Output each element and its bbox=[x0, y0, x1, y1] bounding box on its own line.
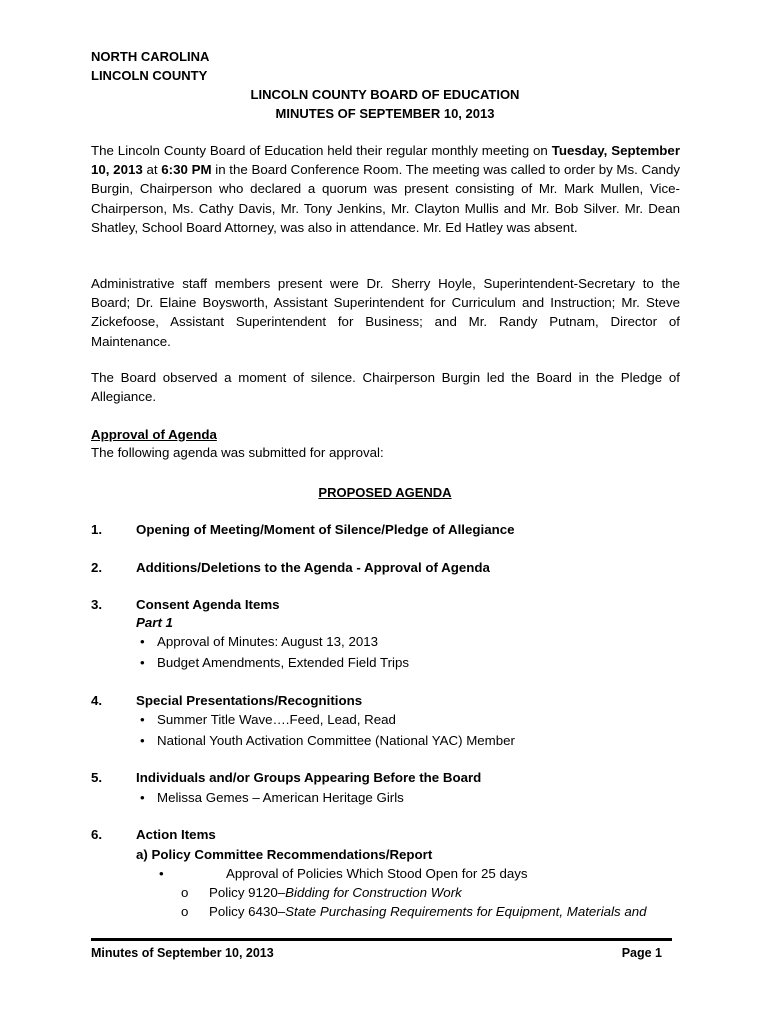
meeting-time: 6:30 PM bbox=[161, 162, 212, 178]
proposed-agenda-title: PROPOSED AGENDA bbox=[318, 485, 452, 500]
bullet-text: National Youth Activation Committee (National YAC) Member bbox=[157, 733, 515, 748]
agenda-item-4-number: 4. bbox=[91, 693, 103, 708]
agenda-item-3-title: Consent Agenda Items bbox=[136, 597, 280, 612]
agenda-item-6-number: 6. bbox=[91, 827, 103, 842]
circle-bullet-icon: o bbox=[181, 904, 189, 919]
policy-name: State Purchasing Requirements for Equipment, Materials and bbox=[285, 904, 647, 919]
bullet-text: Budget Amendments, Extended Field Trips bbox=[157, 655, 410, 670]
silence-paragraph: The Board observed a moment of silence. Chairperson Burgin led the Board in the Pledge of Allegiance. bbox=[91, 370, 680, 405]
footer-title: Minutes of September 10, 2013 bbox=[91, 946, 274, 960]
policy-item bbox=[209, 885, 462, 900]
agenda-item-5-number: 5. bbox=[91, 770, 103, 785]
bullet-icon: • bbox=[140, 634, 145, 649]
bullet-text: Summer Title Wave….Feed, Lead, Read bbox=[157, 712, 396, 727]
para1-text-e: in the Board Conference Room. The meeting was called to order by Ms. Candy Burgin, Chairperson who declared a quorum was present consisting of Mr. Mark Mullen, Vice-Chairperson, Ms. Cathy Davis, Mr. Tony Jenkins, Mr. Clayton Mullis and Mr. Bob Silver. Mr. Dean Shatley, School Board Attorney, was also in attendance. Mr. Ed Hatley was absent. bbox=[91, 162, 680, 235]
bullet-icon: • bbox=[140, 712, 145, 727]
policy-committee-heading: a) Policy Committee Recommendations/Report bbox=[136, 847, 433, 862]
agenda-item-1-title: Opening of Meeting/Moment of Silence/Pledge of Allegiance bbox=[136, 522, 515, 537]
bullet-icon: • bbox=[140, 790, 145, 805]
staff-paragraph: Administrative staff members present were Dr. Sherry Hoyle, Superintendent-Secretary to the Board; Dr. Elaine Boysworth, Assistant Superintendent for Curriculum and Instruction; Mr. Steve Zickefoose, Assistant Superintendent for Business; and Mr. Randy Putnam, Director of Maintenance. bbox=[91, 276, 680, 349]
agenda-item-6-title: Action Items bbox=[136, 827, 216, 842]
agenda-item-3-part: Part 1 bbox=[136, 615, 173, 630]
opening-paragraph bbox=[91, 141, 680, 237]
agenda-item-1-number: 1. bbox=[91, 522, 103, 537]
policy-item bbox=[209, 904, 647, 919]
approval-heading: Approval of Agenda bbox=[91, 427, 217, 442]
bullet-icon: • bbox=[140, 733, 145, 748]
approval-text: The following agenda was submitted for approval: bbox=[91, 445, 384, 460]
agenda-item-3-number: 3. bbox=[91, 597, 103, 612]
agenda-item-5-title: Individuals and/or Groups Appearing Before the Board bbox=[136, 770, 482, 785]
bullet-icon: • bbox=[140, 655, 145, 670]
page-number: Page 1 bbox=[621, 946, 662, 960]
policy-name: Bidding for Construction Work bbox=[285, 885, 462, 900]
policy-number: Policy 9120– bbox=[209, 885, 286, 900]
para1-text-a: The Lincoln County Board of Education held their regular monthly meeting on bbox=[91, 143, 552, 158]
bullet-icon: • bbox=[159, 866, 164, 881]
bullet-text: Approval of Policies Which Stood Open for 25 days bbox=[226, 866, 528, 881]
bullet-text: Melissa Gemes – American Heritage Girls bbox=[157, 790, 404, 805]
bullet-text: Approval of Minutes: August 13, 2013 bbox=[157, 634, 379, 649]
policy-number: Policy 6430– bbox=[209, 904, 286, 919]
header-state: NORTH CAROLINA bbox=[91, 49, 210, 64]
circle-bullet-icon: o bbox=[181, 885, 189, 900]
board-title: LINCOLN COUNTY BOARD OF EDUCATION bbox=[250, 87, 520, 102]
agenda-item-2-number: 2. bbox=[91, 560, 103, 575]
header-county: LINCOLN COUNTY bbox=[91, 68, 208, 83]
agenda-item-4-title: Special Presentations/Recognitions bbox=[136, 693, 363, 708]
footer-divider bbox=[91, 938, 672, 941]
agenda-item-2-title: Additions/Deletions to the Agenda - Approval of Agenda bbox=[136, 560, 490, 575]
minutes-title: MINUTES OF SEPTEMBER 10, 2013 bbox=[275, 106, 495, 121]
para1-text-c: at bbox=[142, 162, 162, 178]
meeting-date: Tuesday, September 10, 2013 bbox=[91, 143, 680, 178]
